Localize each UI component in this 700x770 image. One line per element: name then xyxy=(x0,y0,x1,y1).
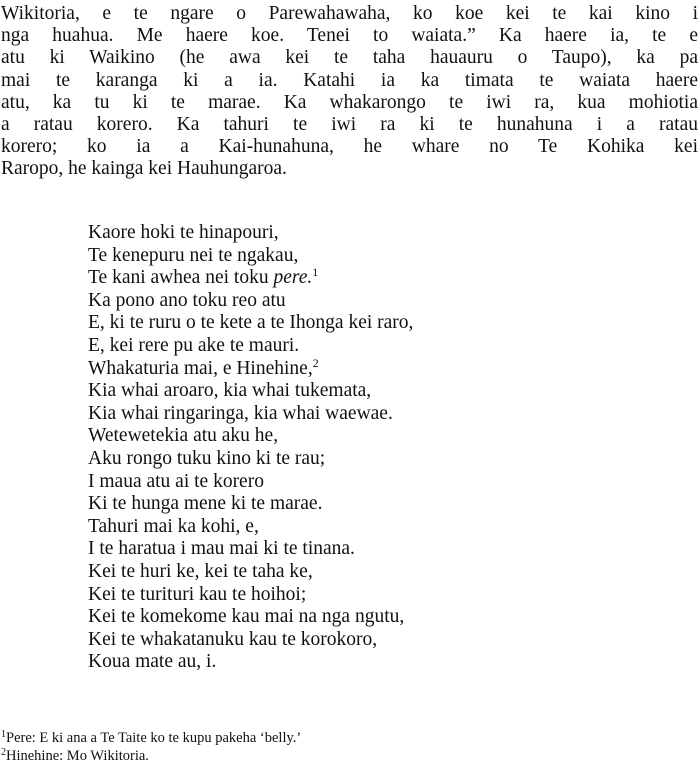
poem-line: Kei te komekome kau mai na nga ngutu, xyxy=(88,606,405,628)
footnote-ref-2: 2 xyxy=(312,355,319,370)
footnote-mark: 1 xyxy=(1,729,6,740)
poem-line: I maua atu ai te korero xyxy=(88,470,264,492)
poem-line-text: Te kani awhea nei toku xyxy=(88,267,269,289)
poem-line: Ki te hunga mene ki te marae. xyxy=(88,493,323,515)
poem-line: Kei te huri ke, kei te taha ke, xyxy=(88,560,313,582)
poem-line-text: Whakaturia mai, e Hinehine, xyxy=(88,357,313,379)
poem-line xyxy=(88,267,413,290)
poem-line: E, ki te ruru o te kete a te Ihonga kei raro, xyxy=(88,312,414,334)
poem-line: Kaore hoki te hinapouri, xyxy=(88,222,279,243)
footnote-2 xyxy=(1,747,301,765)
footnote-ref-1: 1 xyxy=(312,265,319,280)
poem-line: Kia whai aroaro, kia whai tukemata, xyxy=(88,380,372,402)
prose-line: atu ki Waikino (he awa kei te taha hauauru o Taupo), ka pa xyxy=(1,47,698,69)
footnote-1 xyxy=(1,729,301,747)
prose-line: a ratau korero. Ka tahuri te iwi ra ki te hunahuna i a ratau xyxy=(1,113,698,135)
prose-paragraph xyxy=(1,3,698,181)
footnote-text: Pere: E ki ana a Te Taite ko te kupu pakeha ‘belly.’ xyxy=(6,730,302,746)
poem-italic-word: pere. xyxy=(273,267,313,289)
poem-line: Ka pono ano toku reo atu xyxy=(88,289,286,311)
footnote-mark: 2 xyxy=(1,747,6,758)
prose-line: Raropo, he kainga kei Hauhungaroa. xyxy=(1,158,287,180)
prose-line: Wikitoria, e te ngare o Parewahawaha, ko koe kei te kai kino i xyxy=(1,3,698,24)
prose-line: mai te karanga ki a ia. Katahi ia ka timata te waiata haere xyxy=(1,69,698,91)
poem-line: E, kei rere pu ake te mauri. xyxy=(88,334,300,356)
poem-line: Aku rongo tuku kino ki te rau; xyxy=(88,447,326,469)
poem-line: I te haratua i mau mai ki te tinana. xyxy=(88,538,355,560)
poem-stanza xyxy=(88,222,413,674)
footnotes xyxy=(1,729,301,765)
prose-line: nga huahua. Me haere koe. Tenei to waiata.” Ka haere ia, te e xyxy=(1,25,698,47)
poem-line: Tahuri mai ka kohi, e, xyxy=(88,515,259,537)
prose-line: korero; ko ia a Kai-hunahuna, he whare no Te Kohika kei xyxy=(1,136,698,158)
poem-line: Te kenepuru nei te ngakau, xyxy=(88,244,299,266)
poem-line: Kia whai ringaringa, kia whai waewae. xyxy=(88,402,393,424)
poem-line: Kei te turituri kau te hoihoi; xyxy=(88,583,307,605)
poem-line: Koua mate au, i. xyxy=(88,651,217,673)
poem-line: Kei te whakatanuku kau te korokoro, xyxy=(88,628,378,650)
footnote-text: Hinehine: Mo Wikitoria. xyxy=(6,748,149,764)
poem-line xyxy=(88,355,413,381)
prose-line: atu, ka tu ki te marae. Ka whakarongo te iwi ra, kua mohiotia xyxy=(1,91,698,113)
poem-line: Wetewetekia atu aku he, xyxy=(88,425,279,447)
